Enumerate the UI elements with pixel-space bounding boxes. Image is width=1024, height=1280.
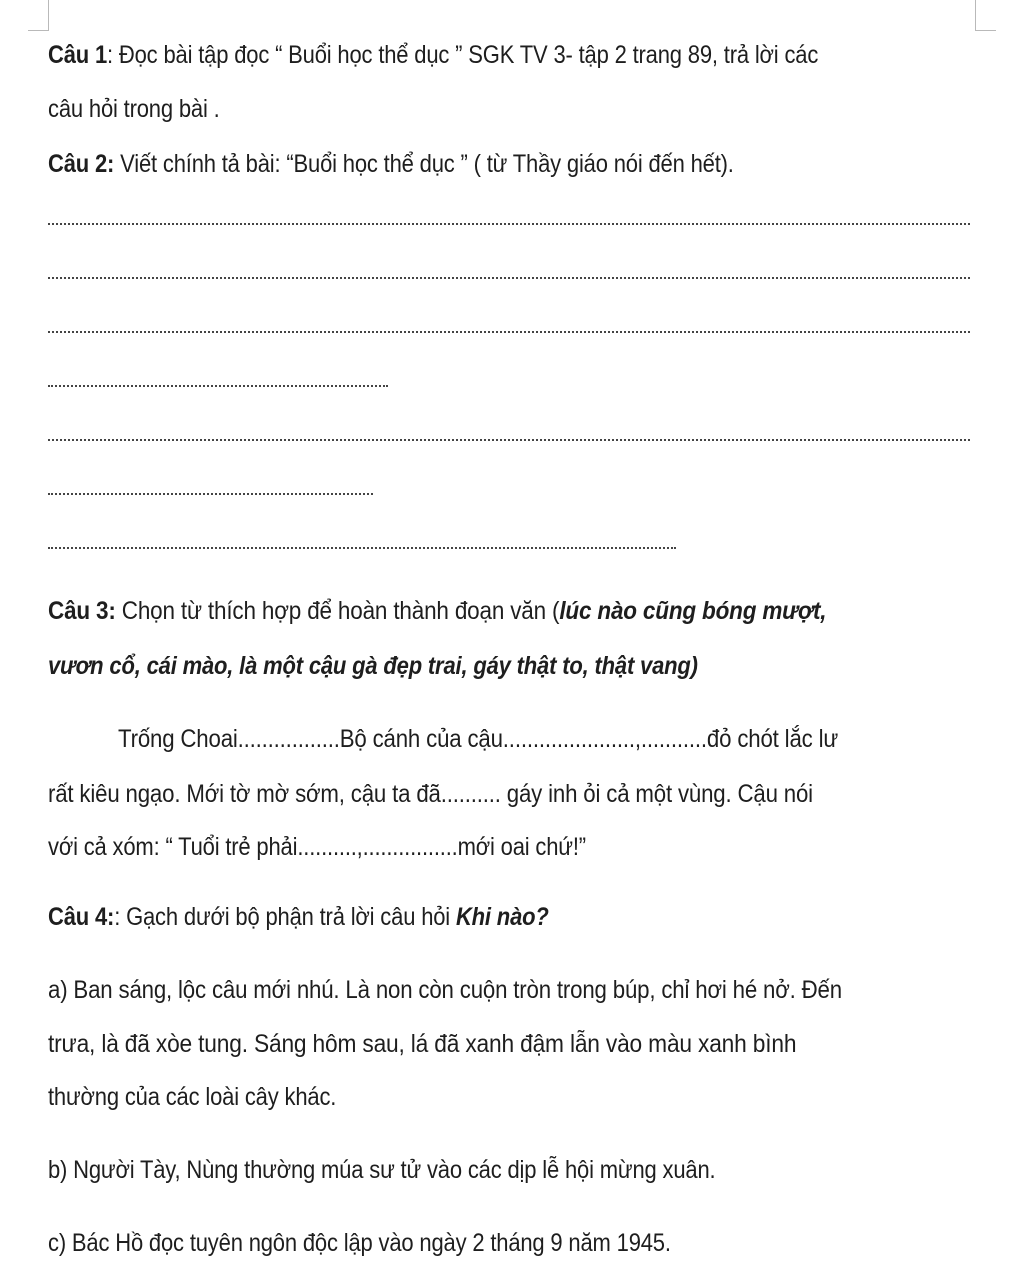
cau2-line <box>48 147 734 181</box>
cau4-text: : Gạch dưới bộ phận trả lời câu hỏi <box>114 903 456 931</box>
cau3-options-line1: lúc nào cũng bóng mượt, <box>559 597 827 625</box>
cau3-line1 <box>48 594 826 628</box>
cau1-line1 <box>48 38 818 72</box>
cau1-text-line1: : Đọc bài tập đọc “ Buổi học thể dục ” SGK TV 3- tập 2 trang 89, trả lời các <box>107 41 819 69</box>
cau4-label: Câu 4: <box>48 903 115 931</box>
cau1-line2: câu hỏi trong bài . <box>48 95 220 123</box>
cau4-item-a-line3: thường của các loài cây khác. <box>48 1083 337 1111</box>
cau2-text: Viết chính tả bài: “Buổi học thể dục ” ( từ Thầy giáo nói đến hết). <box>114 150 734 178</box>
cau3-options-line2: vươn cổ, cái mào, là một cậu gà đẹp trai, gáy thật to, thật vang) <box>48 652 698 680</box>
writing-line[interactable] <box>48 331 970 333</box>
cau2-label: Câu 2: <box>48 150 115 178</box>
writing-line[interactable] <box>48 223 970 225</box>
writing-line[interactable] <box>48 385 388 387</box>
page-corner-marker-left <box>28 0 49 31</box>
cau1-label: Câu 1 <box>48 41 108 69</box>
cau3-paragraph-line2: rất kiêu ngạo. Mới tờ mờ sớm, cậu ta đã.......... gáy inh ỏi cả một vùng. Cậu nói <box>48 780 813 808</box>
cau3-paragraph-line3: với cả xóm: “ Tuổi trẻ phải..........,................mới oai chứ!” <box>48 833 586 861</box>
cau4-item-b: b) Người Tày, Nùng thường múa sư tử vào các dịp lễ hội mừng xuân. <box>48 1156 716 1184</box>
writing-line[interactable] <box>48 277 970 279</box>
cau4-item-c: c) Bác Hồ đọc tuyên ngôn độc lập vào ngày 2 tháng 9 năm 1945. <box>48 1229 671 1257</box>
cau4-line <box>48 900 549 934</box>
cau4-question: Khi nào? <box>455 903 549 931</box>
page-corner-marker-right <box>975 0 996 31</box>
cau3-text: Chọn từ thích hợp để hoàn thành đoạn văn ( <box>115 597 560 625</box>
cau4-item-a-line2: trưa, là đã xòe tung. Sáng hôm sau, lá đã xanh đậm lẫn vào màu xanh bình <box>48 1030 797 1058</box>
writing-line[interactable] <box>48 493 373 495</box>
writing-line[interactable] <box>48 439 970 441</box>
cau3-label: Câu 3: <box>48 597 116 625</box>
writing-line[interactable] <box>48 547 676 549</box>
cau3-paragraph-line1: Trống Choai.................Bộ cánh của cậu......................,...........đỏ chót lắc lư <box>118 725 839 753</box>
cau4-item-a-line1: a) Ban sáng, lộc câu mới nhú. Là non còn cuộn tròn trong búp, chỉ hơi hé nở. Đến <box>48 976 842 1004</box>
